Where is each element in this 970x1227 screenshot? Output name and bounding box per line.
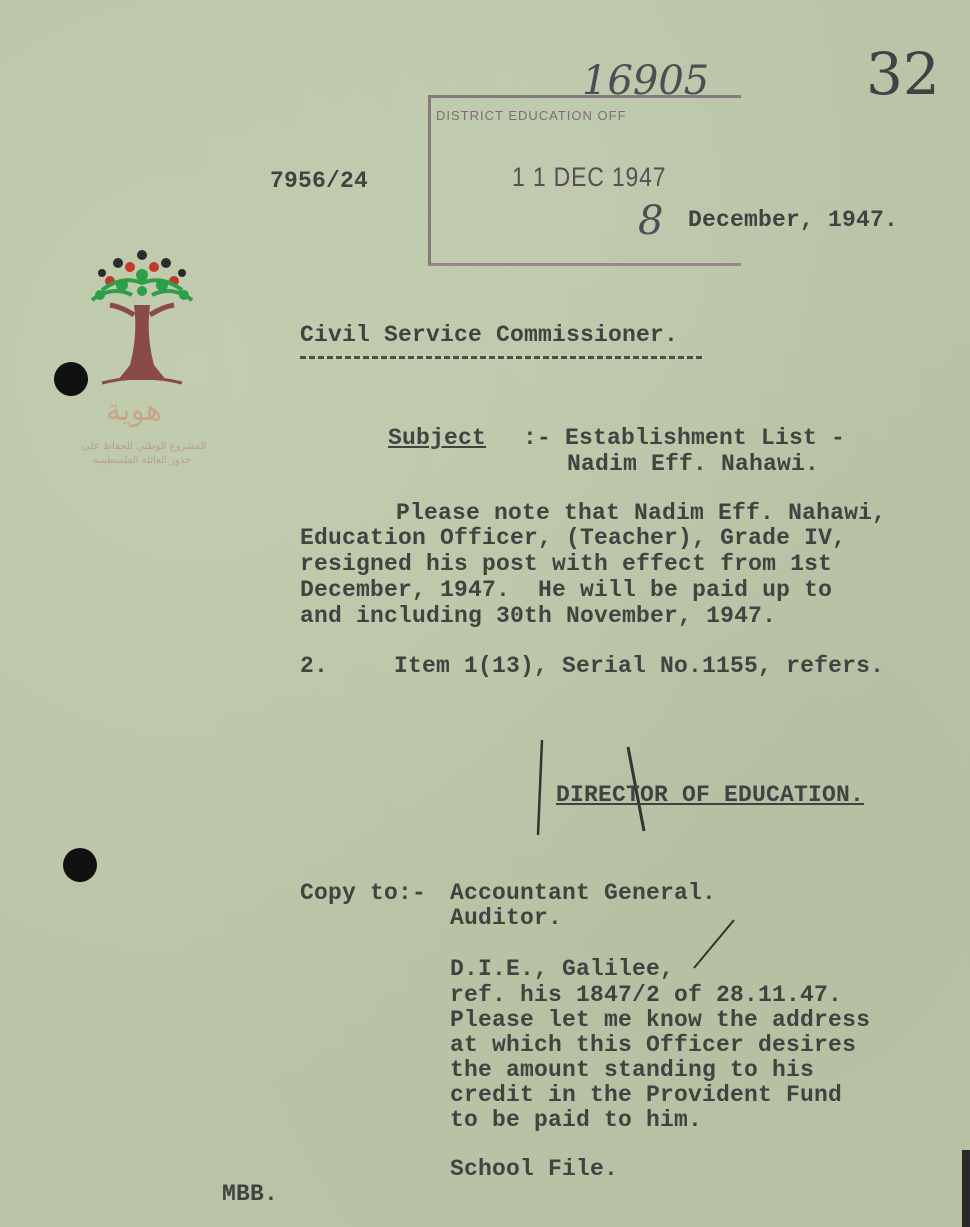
die-line-5: the amount standing to his	[450, 1057, 815, 1083]
paragraph-1-line-1: Please note that Nadim Eff. Nahawi,	[396, 500, 887, 526]
file-reference: 7956/24	[270, 168, 369, 194]
die-line-1: D.I.E., Galilee,	[450, 956, 675, 982]
folio-number: 32	[866, 40, 940, 108]
copy-to-label: Copy to:-	[300, 880, 427, 906]
logo-arabic-subtitle-1: المشروع الوطني للحفاظ على	[82, 441, 207, 452]
subject-text-line-2: Nadim Eff. Nahawi.	[567, 451, 820, 477]
watermark-logo	[82, 245, 207, 475]
paragraph-1-line-2: Education Officer, (Teacher), Grade IV,	[300, 525, 847, 551]
logo-arabic-subtitle-2: جذور العائلة الفلسطينية	[92, 455, 192, 466]
subject-text-line-1: :- Establishment List -	[523, 425, 846, 451]
school-file: School File.	[450, 1156, 619, 1182]
addressee-underline	[300, 356, 702, 359]
date-day-handwritten: 8	[638, 198, 664, 244]
typist-initials: MBB.	[222, 1181, 279, 1207]
page-edge-shadow	[962, 1150, 970, 1227]
tick-mark	[690, 918, 740, 973]
tree-icon	[82, 245, 202, 395]
die-line-6: credit in the Provident Fund	[450, 1082, 843, 1108]
paragraph-2-number: 2.	[300, 653, 329, 679]
die-line-2: ref. his 1847/2 of 28.11.47.	[450, 982, 843, 1008]
stamp-date: 1 1 DEC 1947	[512, 162, 667, 192]
letter-date: December, 1947.	[688, 207, 899, 233]
copy-recipient-2: Auditor.	[450, 905, 563, 931]
punch-hole-bottom	[63, 848, 97, 882]
signature-title: DIRECTOR OF EDUCATION.	[556, 782, 865, 808]
paragraph-1-line-4: December, 1947. He will be paid up to	[300, 577, 833, 603]
paragraph-1-line-3: resigned his post with effect from 1st	[300, 551, 833, 577]
subject-label: Subject	[388, 425, 487, 451]
punch-hole-top	[54, 362, 88, 396]
logo-arabic-title: هوية	[106, 393, 162, 428]
registry-number: 16905	[582, 58, 710, 104]
copy-recipient-1: Accountant General.	[450, 880, 717, 906]
die-line-3: Please let me know the address	[450, 1007, 871, 1033]
stamp-office-text: DISTRICT EDUCATION OFF	[436, 108, 627, 123]
paragraph-1-line-5: and including 30th November, 1947.	[300, 603, 777, 629]
paragraph-2-text: Item 1(13), Serial No.1155, refers.	[394, 653, 885, 679]
addressee: Civil Service Commissioner.	[300, 322, 679, 348]
die-line-7: to be paid to him.	[450, 1107, 703, 1133]
die-line-4: at which this Officer desires	[450, 1032, 857, 1058]
